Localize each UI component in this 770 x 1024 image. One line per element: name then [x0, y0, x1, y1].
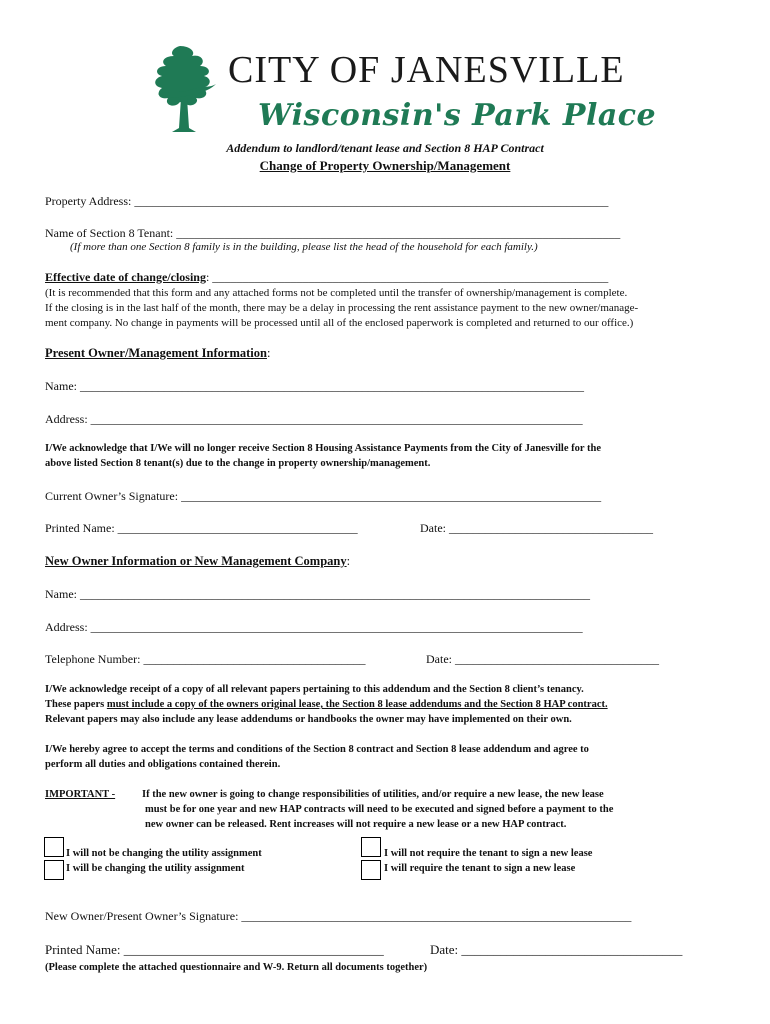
current-owner-signature-field[interactable]: Current Owner’s Signature: ______________________________________________________________________ — [45, 489, 602, 503]
footer-note: (Please complete the attached questionnaire and W-9. Return all documents together) — [45, 962, 428, 973]
footer-date-field[interactable]: Date: __________________________________ — [430, 942, 683, 957]
new-owner-address-field[interactable]: Address: __________________________________________________________________________________ — [45, 620, 583, 634]
property-address-field[interactable]: Property Address: _______________________________________________________________________________ — [45, 194, 609, 208]
present-owner-address-field[interactable]: Address: __________________________________________________________________________________ — [45, 412, 583, 426]
present-owner-heading-text: Present Owner/Management Information — [45, 346, 267, 360]
lease-no-checkbox[interactable] — [361, 837, 381, 857]
effective-date-line: : __________________________________________________________________ — [205, 270, 609, 284]
tenant-name-field[interactable]: Name of Section 8 Tenant: __________________________________________________________________________ — [45, 226, 621, 240]
new-owner-ack-1: I/We acknowledge receipt of a copy of all relevant papers pertaining to this addendum and the Section 8 client’s tenancy. — [45, 684, 584, 695]
lease-yes-checkbox[interactable] — [361, 860, 381, 880]
important-line-3: new owner can be released. Rent increases will not require a new lease or a new HAP contract. — [145, 819, 567, 830]
new-owner-ack-2-emphasis: must include a copy of the owners original lease, the Section 8 lease addendums and the Section 8 HAP contract. — [106, 699, 608, 710]
effective-date-field[interactable] — [45, 270, 608, 285]
important-label: IMPORTANT - — [45, 789, 116, 800]
utility-no-label: I will not be changing the utility assignment — [66, 848, 262, 859]
logo-subtitle: Wisconsin's Park Place — [258, 98, 657, 133]
present-owner-ack-1: I/We acknowledge that I/We will no longer receive Section 8 Housing Assistance Payments from the City of Janesville for the — [45, 443, 601, 454]
utility-no-checkbox[interactable] — [44, 837, 64, 857]
effective-date-label: Effective date of change/closing — [45, 270, 206, 284]
new-owner-date-field[interactable]: Date: __________________________________ — [426, 652, 659, 666]
present-owner-heading-colon: : — [266, 346, 271, 360]
utility-yes-checkbox[interactable] — [44, 860, 64, 880]
new-owner-ack-2 — [45, 699, 608, 710]
present-owner-ack-2: above listed Section 8 tenant(s) due to the change in property ownership/management. — [45, 458, 431, 469]
lease-yes-label: I will require the tenant to sign a new lease — [384, 863, 576, 874]
present-owner-heading — [45, 346, 270, 361]
new-owner-ack-3: Relevant papers may also include any lease addendums or handbooks the owner may have implemented on their own. — [45, 714, 572, 725]
page-title: Change of Property Ownership/Management — [259, 158, 511, 173]
effective-note-3: ment company. No change in payments will be processed until all of the enclosed paperwork is completed and returned to our office.) — [45, 317, 634, 329]
telephone-field[interactable]: Telephone Number: _____________________________________ — [45, 652, 366, 666]
logo-title: CITY OF JANESVILLE — [228, 49, 625, 91]
present-date-field[interactable]: Date: __________________________________ — [420, 521, 653, 535]
header-subtitle: Addendum to landlord/tenant lease and Section 8 HAP Contract — [226, 141, 544, 155]
new-owner-signature-field[interactable]: New Owner/Present Owner’s Signature: _________________________________________________________________ — [45, 909, 632, 923]
new-owner-heading-colon: : — [346, 554, 351, 568]
tenant-note: (If more than one Section 8 family is in the building, please list the head of the household for each family.) — [70, 241, 538, 253]
present-owner-name-field[interactable]: Name: ____________________________________________________________________________________ — [45, 379, 584, 393]
new-owner-ack-2-lead: These papers — [45, 699, 107, 710]
new-owner-name-field[interactable]: Name: _____________________________________________________________________________________ — [45, 587, 590, 601]
important-line-2: must be for one year and new HAP contracts will need to be executed and signed before a payment to the — [145, 804, 614, 815]
lease-no-label: I will not require the tenant to sign a new lease — [384, 848, 593, 859]
footer-printed-name-field[interactable]: Printed Name: ________________________________________ — [45, 942, 384, 957]
new-owner-heading — [45, 554, 350, 569]
present-printed-name-field[interactable]: Printed Name: ________________________________________ — [45, 521, 358, 535]
tree-icon — [150, 44, 220, 136]
agree-line-2: perform all duties and obligations contained therein. — [45, 759, 281, 770]
effective-note-2: If the closing is in the last half of the month, there may be a delay in processing the rent assistance payment to the new owner/manage- — [45, 302, 639, 314]
new-owner-heading-text: New Owner Information or New Management Company — [45, 554, 347, 568]
agree-line-1: I/We hereby agree to accept the terms and conditions of the Section 8 contract and Section 8 lease addendum and agree to — [45, 744, 589, 755]
effective-note-1: (It is recommended that this form and any attached forms not be completed until the transfer of ownership/management is complete. — [45, 287, 628, 299]
utility-yes-label: I will be changing the utility assignment — [66, 863, 245, 874]
important-line-1: If the new owner is going to change responsibilities of utilities, and/or require a new lease, the new lease — [142, 789, 604, 800]
